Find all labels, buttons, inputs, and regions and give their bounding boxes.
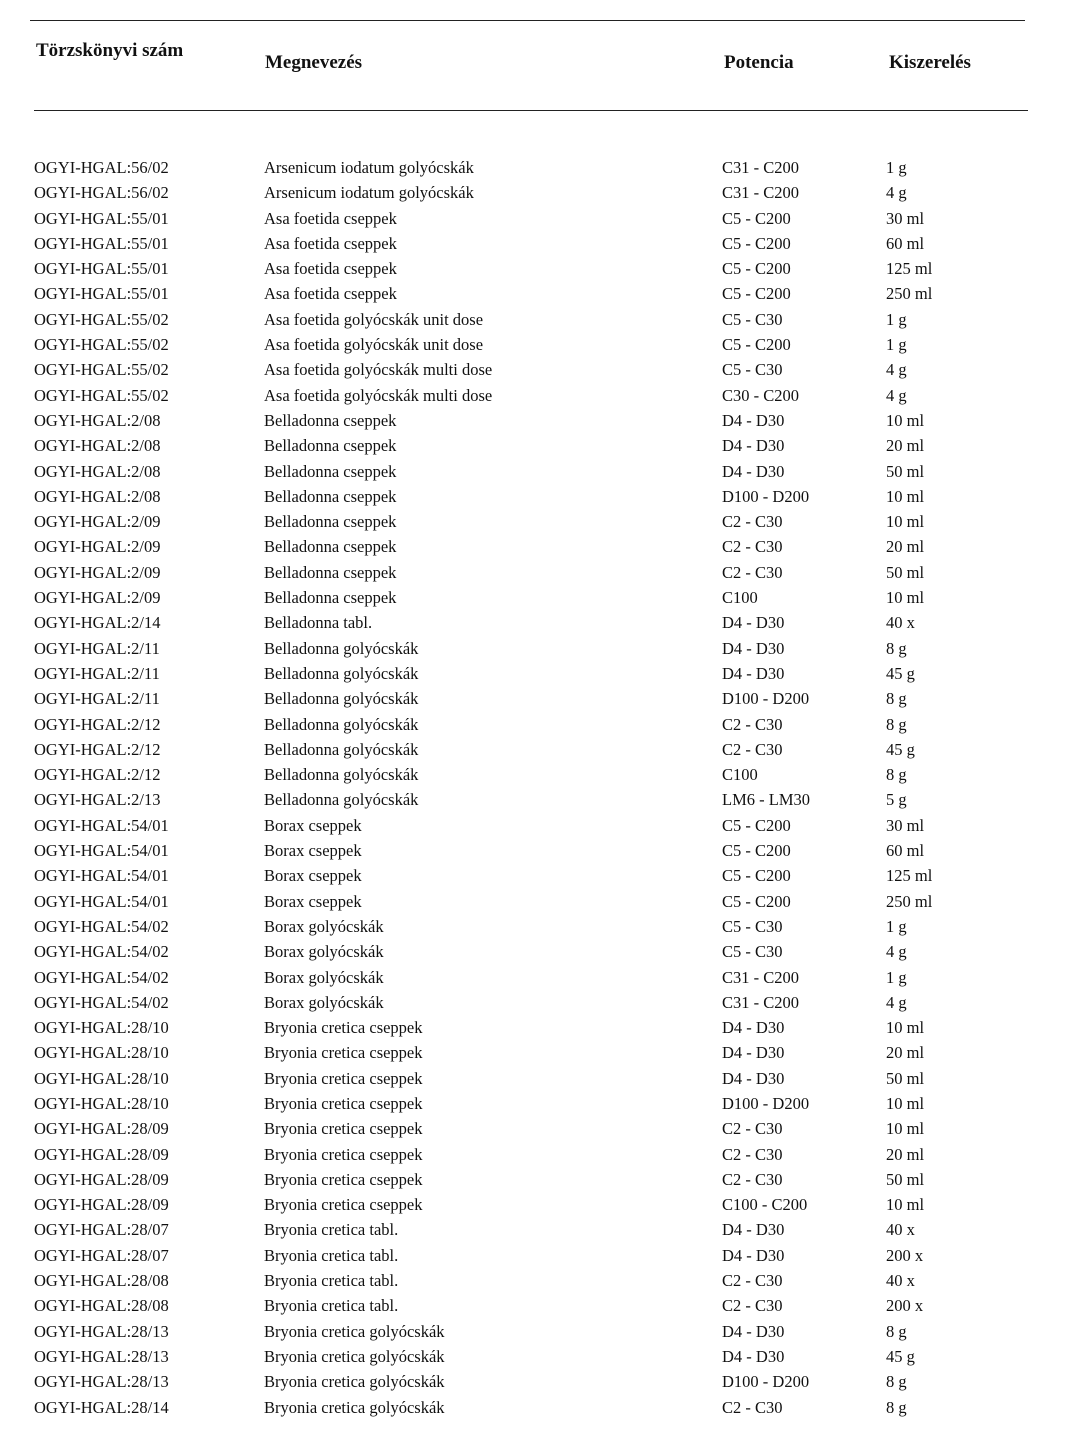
potency-cell: C2 - C30 — [722, 1169, 783, 1189]
potency-cell: C5 - C200 — [722, 891, 791, 911]
potency-cell: C2 - C30 — [722, 1119, 783, 1139]
potency-cell: C2 - C30 — [722, 1271, 783, 1291]
name-cell: Belladonna golyócskák — [264, 739, 419, 759]
table-row — [0, 1268, 1070, 1293]
reg-no-cell: OGYI-HGAL:28/13 — [34, 1372, 169, 1392]
reg-no-cell: OGYI-HGAL:54/01 — [34, 866, 169, 886]
package-cell: 4 g — [886, 183, 907, 203]
potency-cell: C5 - C30 — [722, 360, 783, 380]
table-row — [0, 813, 1070, 838]
potency-cell: D4 - D30 — [722, 1346, 785, 1366]
reg-no-cell: OGYI-HGAL:55/01 — [34, 208, 169, 228]
reg-no-cell: OGYI-HGAL:28/09 — [34, 1195, 169, 1215]
package-cell: 250 ml — [886, 891, 933, 911]
potency-cell: C5 - C200 — [722, 866, 791, 886]
table-row — [0, 180, 1070, 205]
reg-no-cell: OGYI-HGAL:54/02 — [34, 992, 169, 1012]
name-cell: Bryonia cretica cseppek — [264, 1018, 423, 1038]
header-name: Megnevezés — [265, 52, 363, 73]
name-cell: Asa foetida cseppek — [264, 259, 397, 279]
potency-cell: C100 - C200 — [722, 1195, 808, 1215]
package-cell: 1 g — [886, 916, 907, 936]
reg-no-cell: OGYI-HGAL:56/02 — [34, 183, 169, 203]
package-cell: 8 g — [886, 1321, 907, 1341]
reg-no-cell: OGYI-HGAL:28/10 — [34, 1018, 169, 1038]
table-row — [0, 433, 1070, 458]
name-cell: Bryonia cretica cseppek — [264, 1043, 423, 1063]
package-cell: 200 x — [886, 1245, 924, 1265]
reg-no-cell: OGYI-HGAL:28/10 — [34, 1043, 169, 1063]
package-cell: 20 ml — [886, 1144, 925, 1164]
table-row — [0, 206, 1070, 231]
name-cell: Bryonia cretica tabl. — [264, 1220, 399, 1240]
name-cell: Bryonia cretica cseppek — [264, 1068, 423, 1088]
name-cell: Borax golyócskák — [264, 992, 384, 1012]
potency-cell: D4 - D30 — [722, 1043, 785, 1063]
potency-cell: D4 - D30 — [722, 410, 785, 430]
potency-cell: D4 - D30 — [722, 663, 785, 683]
package-cell: 4 g — [886, 992, 907, 1012]
name-cell: Arsenicum iodatum golyócskák — [264, 158, 474, 177]
package-cell: 20 ml — [886, 537, 925, 557]
name-cell: Borax cseppek — [264, 891, 362, 911]
package-cell: 250 ml — [886, 284, 933, 304]
potency-cell: C30 - C200 — [722, 385, 800, 405]
table-row — [0, 1344, 1070, 1369]
table-body — [0, 155, 1070, 1420]
package-cell: 10 ml — [886, 1018, 925, 1038]
table-row — [0, 1243, 1070, 1268]
name-cell: Belladonna golyócskák — [264, 638, 419, 658]
reg-no-cell: OGYI-HGAL:28/10 — [34, 1068, 169, 1088]
name-cell: Borax cseppek — [264, 841, 362, 861]
potency-cell: C2 - C30 — [722, 739, 783, 759]
reg-no-cell: OGYI-HGAL:2/09 — [34, 588, 161, 608]
table-row — [0, 383, 1070, 408]
reg-no-cell: OGYI-HGAL:2/09 — [34, 562, 161, 582]
table-row — [0, 1040, 1070, 1065]
header-rule — [34, 110, 1028, 111]
table-row — [0, 155, 1070, 180]
potency-cell: C5 - C200 — [722, 233, 791, 253]
reg-no-cell: OGYI-HGAL:28/07 — [34, 1245, 169, 1265]
name-cell: Bryonia cretica cseppek — [264, 1093, 423, 1113]
table-row — [0, 1066, 1070, 1091]
reg-no-cell: OGYI-HGAL:28/09 — [34, 1119, 169, 1139]
table-row — [0, 1319, 1070, 1344]
table-row — [0, 712, 1070, 737]
reg-no-cell: OGYI-HGAL:55/02 — [34, 335, 169, 355]
package-cell: 4 g — [886, 385, 907, 405]
package-cell: 8 g — [886, 689, 907, 709]
package-cell: 125 ml — [886, 866, 933, 886]
name-cell: Belladonna golyócskák — [264, 765, 419, 785]
table-row — [0, 737, 1070, 762]
name-cell: Asa foetida cseppek — [264, 284, 397, 304]
potency-cell: C31 - C200 — [722, 158, 800, 177]
package-cell: 30 ml — [886, 208, 925, 228]
header-package: Kiszerelés — [889, 52, 971, 73]
name-cell: Bryonia cretica cseppek — [264, 1119, 423, 1139]
package-cell: 10 ml — [886, 512, 925, 532]
package-cell: 1 g — [886, 309, 907, 329]
potency-cell: C31 - C200 — [722, 967, 800, 987]
potency-cell: C5 - C200 — [722, 208, 791, 228]
table-row — [0, 914, 1070, 939]
potency-cell: C2 - C30 — [722, 714, 783, 734]
table-row — [0, 281, 1070, 306]
table-row — [0, 231, 1070, 256]
package-cell: 8 g — [886, 638, 907, 658]
potency-cell: C2 - C30 — [722, 562, 783, 582]
potency-cell: C5 - C200 — [722, 841, 791, 861]
reg-no-cell: OGYI-HGAL:2/11 — [34, 689, 160, 709]
table-row — [0, 686, 1070, 711]
name-cell: Belladonna tabl. — [264, 613, 373, 633]
table-row — [0, 863, 1070, 888]
reg-no-cell: OGYI-HGAL:28/13 — [34, 1346, 169, 1366]
potency-cell: C2 - C30 — [722, 512, 783, 532]
reg-no-cell: OGYI-HGAL:54/01 — [34, 815, 169, 835]
potency-cell: C5 - C200 — [722, 259, 791, 279]
table-row — [0, 1167, 1070, 1192]
table-row — [0, 939, 1070, 964]
table-row — [0, 307, 1070, 332]
table-row — [0, 1217, 1070, 1242]
name-cell: Belladonna cseppek — [264, 410, 397, 430]
reg-no-cell: OGYI-HGAL:28/13 — [34, 1321, 169, 1341]
reg-no-cell: OGYI-HGAL:2/14 — [34, 613, 161, 633]
table-row — [0, 1142, 1070, 1167]
package-cell: 30 ml — [886, 815, 925, 835]
potency-cell: D4 - D30 — [722, 436, 785, 456]
potency-cell: C2 - C30 — [722, 537, 783, 557]
table-row — [0, 1091, 1070, 1116]
table-row — [0, 1192, 1070, 1217]
potency-cell: C100 — [722, 765, 758, 785]
potency-cell: C5 - C30 — [722, 916, 783, 936]
package-cell: 40 x — [886, 1220, 915, 1240]
name-cell: Arsenicum iodatum golyócskák — [264, 183, 474, 203]
potency-cell: D4 - D30 — [722, 461, 785, 481]
package-cell: 10 ml — [886, 486, 925, 506]
potency-cell: C5 - C200 — [722, 284, 791, 304]
package-cell: 4 g — [886, 942, 907, 962]
header-reg-no: Törzskönyvi szám — [36, 40, 184, 61]
name-cell: Bryonia cretica tabl. — [264, 1296, 399, 1316]
package-cell: 8 g — [886, 1397, 907, 1417]
table-row — [0, 357, 1070, 382]
name-cell: Bryonia cretica tabl. — [264, 1245, 399, 1265]
potency-cell: D4 - D30 — [722, 1245, 785, 1265]
table-row — [0, 990, 1070, 1015]
potency-cell: D100 - D200 — [722, 1372, 810, 1392]
reg-no-cell: OGYI-HGAL:2/08 — [34, 410, 161, 430]
name-cell: Asa foetida cseppek — [264, 233, 397, 253]
potency-cell: LM6 - LM30 — [722, 790, 810, 810]
package-cell: 5 g — [886, 790, 907, 810]
name-cell: Asa foetida golyócskák multi dose — [264, 360, 493, 380]
reg-no-cell: OGYI-HGAL:55/01 — [34, 259, 169, 279]
package-cell: 60 ml — [886, 841, 925, 861]
name-cell: Belladonna cseppek — [264, 461, 397, 481]
name-cell: Bryonia cretica cseppek — [264, 1144, 423, 1164]
reg-no-cell: OGYI-HGAL:28/07 — [34, 1220, 169, 1240]
reg-no-cell: OGYI-HGAL:54/01 — [34, 891, 169, 911]
package-cell: 1 g — [886, 158, 907, 177]
package-cell: 200 x — [886, 1296, 924, 1316]
name-cell: Borax golyócskák — [264, 967, 384, 987]
table-row — [0, 560, 1070, 585]
potency-cell: D4 - D30 — [722, 638, 785, 658]
name-cell: Belladonna cseppek — [264, 562, 397, 582]
reg-no-cell: OGYI-HGAL:28/09 — [34, 1169, 169, 1189]
potency-cell: C5 - C200 — [722, 815, 791, 835]
table-row — [0, 332, 1070, 357]
name-cell: Belladonna golyócskák — [264, 689, 419, 709]
header-potency: Potencia — [724, 52, 794, 73]
reg-no-cell: OGYI-HGAL:55/02 — [34, 309, 169, 329]
reg-no-cell: OGYI-HGAL:54/02 — [34, 916, 169, 936]
package-cell: 8 g — [886, 714, 907, 734]
package-cell: 45 g — [886, 739, 915, 759]
reg-no-cell: OGYI-HGAL:2/12 — [34, 765, 161, 785]
potency-cell: C5 - C200 — [722, 335, 791, 355]
name-cell: Bryonia cretica golyócskák — [264, 1397, 445, 1417]
reg-no-cell: OGYI-HGAL:28/09 — [34, 1144, 169, 1164]
reg-no-cell: OGYI-HGAL:54/02 — [34, 967, 169, 987]
potency-cell: C100 — [722, 588, 758, 608]
name-cell: Bryonia cretica cseppek — [264, 1195, 423, 1215]
potency-cell: D4 - D30 — [722, 613, 785, 633]
name-cell: Bryonia cretica golyócskák — [264, 1372, 445, 1392]
reg-no-cell: OGYI-HGAL:2/11 — [34, 638, 160, 658]
package-cell: 10 ml — [886, 1119, 925, 1139]
package-cell: 50 ml — [886, 1068, 925, 1088]
name-cell: Borax golyócskák — [264, 916, 384, 936]
name-cell: Belladonna cseppek — [264, 486, 397, 506]
potency-cell: C5 - C30 — [722, 309, 783, 329]
name-cell: Belladonna golyócskák — [264, 663, 419, 683]
reg-no-cell: OGYI-HGAL:2/08 — [34, 486, 161, 506]
table-row — [0, 787, 1070, 812]
reg-no-cell: OGYI-HGAL:2/11 — [34, 663, 160, 683]
table-row — [0, 762, 1070, 787]
table-row — [0, 661, 1070, 686]
package-cell: 20 ml — [886, 1043, 925, 1063]
potency-cell: D4 - D30 — [722, 1220, 785, 1240]
package-cell: 4 g — [886, 360, 907, 380]
reg-no-cell: OGYI-HGAL:2/08 — [34, 436, 161, 456]
table-row — [0, 408, 1070, 433]
table-row — [0, 1015, 1070, 1040]
table-row — [0, 585, 1070, 610]
name-cell: Bryonia cretica tabl. — [264, 1271, 399, 1291]
potency-cell: D4 - D30 — [722, 1068, 785, 1088]
package-cell: 10 ml — [886, 1195, 925, 1215]
name-cell: Belladonna cseppek — [264, 436, 397, 456]
potency-cell: D4 - D30 — [722, 1321, 785, 1341]
reg-no-cell: OGYI-HGAL:28/10 — [34, 1093, 169, 1113]
name-cell: Belladonna cseppek — [264, 512, 397, 532]
reg-no-cell: OGYI-HGAL:54/02 — [34, 942, 169, 962]
package-cell: 1 g — [886, 967, 907, 987]
potency-cell: C2 - C30 — [722, 1397, 783, 1417]
name-cell: Bryonia cretica golyócskák — [264, 1346, 445, 1366]
reg-no-cell: OGYI-HGAL:54/01 — [34, 841, 169, 861]
reg-no-cell: OGYI-HGAL:2/09 — [34, 537, 161, 557]
package-cell: 10 ml — [886, 410, 925, 430]
package-cell: 8 g — [886, 765, 907, 785]
package-cell: 40 x — [886, 613, 915, 633]
name-cell: Belladonna cseppek — [264, 537, 397, 557]
potency-cell: C2 - C30 — [722, 1144, 783, 1164]
potency-cell: D100 - D200 — [722, 486, 810, 506]
name-cell: Belladonna golyócskák — [264, 790, 419, 810]
potency-cell: C31 - C200 — [722, 183, 800, 203]
table-row — [0, 965, 1070, 990]
table-row — [0, 534, 1070, 559]
table-row — [0, 484, 1070, 509]
reg-no-cell: OGYI-HGAL:2/12 — [34, 714, 161, 734]
reg-no-cell: OGYI-HGAL:28/08 — [34, 1296, 169, 1316]
potency-cell: C31 - C200 — [722, 992, 800, 1012]
reg-no-cell: OGYI-HGAL:28/14 — [34, 1397, 169, 1417]
table-row — [0, 889, 1070, 914]
package-cell: 60 ml — [886, 233, 925, 253]
reg-no-cell: OGYI-HGAL:2/08 — [34, 461, 161, 481]
table-row — [0, 256, 1070, 281]
reg-no-cell: OGYI-HGAL:55/02 — [34, 360, 169, 380]
table-row — [0, 1395, 1070, 1420]
package-cell: 40 x — [886, 1271, 915, 1291]
reg-no-cell: OGYI-HGAL:55/01 — [34, 284, 169, 304]
table-row — [0, 509, 1070, 534]
name-cell: Asa foetida golyócskák unit dose — [264, 309, 484, 329]
package-cell: 10 ml — [886, 588, 925, 608]
name-cell: Borax cseppek — [264, 866, 362, 886]
package-cell: 1 g — [886, 335, 907, 355]
package-cell: 50 ml — [886, 562, 925, 582]
reg-no-cell: OGYI-HGAL:28/08 — [34, 1271, 169, 1291]
table-row — [0, 1116, 1070, 1141]
table-row — [0, 610, 1070, 635]
package-cell: 20 ml — [886, 436, 925, 456]
name-cell: Asa foetida golyócskák multi dose — [264, 385, 493, 405]
reg-no-cell: OGYI-HGAL:2/12 — [34, 739, 161, 759]
table-row — [0, 1369, 1070, 1394]
potency-cell: D4 - D30 — [722, 1018, 785, 1038]
package-cell: 10 ml — [886, 1093, 925, 1113]
name-cell: Bryonia cretica golyócskák — [264, 1321, 445, 1341]
reg-no-cell: OGYI-HGAL:55/01 — [34, 233, 169, 253]
name-cell: Belladonna golyócskák — [264, 714, 419, 734]
potency-cell: D100 - D200 — [722, 689, 810, 709]
package-cell: 50 ml — [886, 1169, 925, 1189]
name-cell: Borax cseppek — [264, 815, 362, 835]
package-cell: 50 ml — [886, 461, 925, 481]
reg-no-cell: OGYI-HGAL:56/02 — [34, 158, 169, 177]
potency-cell: C5 - C30 — [722, 942, 783, 962]
table-row — [0, 459, 1070, 484]
reg-no-cell: OGYI-HGAL:2/09 — [34, 512, 161, 532]
package-cell: 45 g — [886, 663, 915, 683]
reg-no-cell: OGYI-HGAL:55/02 — [34, 385, 169, 405]
package-cell: 125 ml — [886, 259, 933, 279]
package-cell: 8 g — [886, 1372, 907, 1392]
package-cell: 45 g — [886, 1346, 915, 1366]
table-row — [0, 838, 1070, 863]
table-row — [0, 1293, 1070, 1318]
name-cell: Asa foetida golyócskák unit dose — [264, 335, 484, 355]
table-row — [0, 636, 1070, 661]
reg-no-cell: OGYI-HGAL:2/13 — [34, 790, 161, 810]
top-rule — [30, 20, 1025, 21]
potency-cell: C2 - C30 — [722, 1296, 783, 1316]
potency-cell: D100 - D200 — [722, 1093, 810, 1113]
name-cell: Borax golyócskák — [264, 942, 384, 962]
name-cell: Bryonia cretica cseppek — [264, 1169, 423, 1189]
name-cell: Asa foetida cseppek — [264, 208, 397, 228]
name-cell: Belladonna cseppek — [264, 588, 397, 608]
